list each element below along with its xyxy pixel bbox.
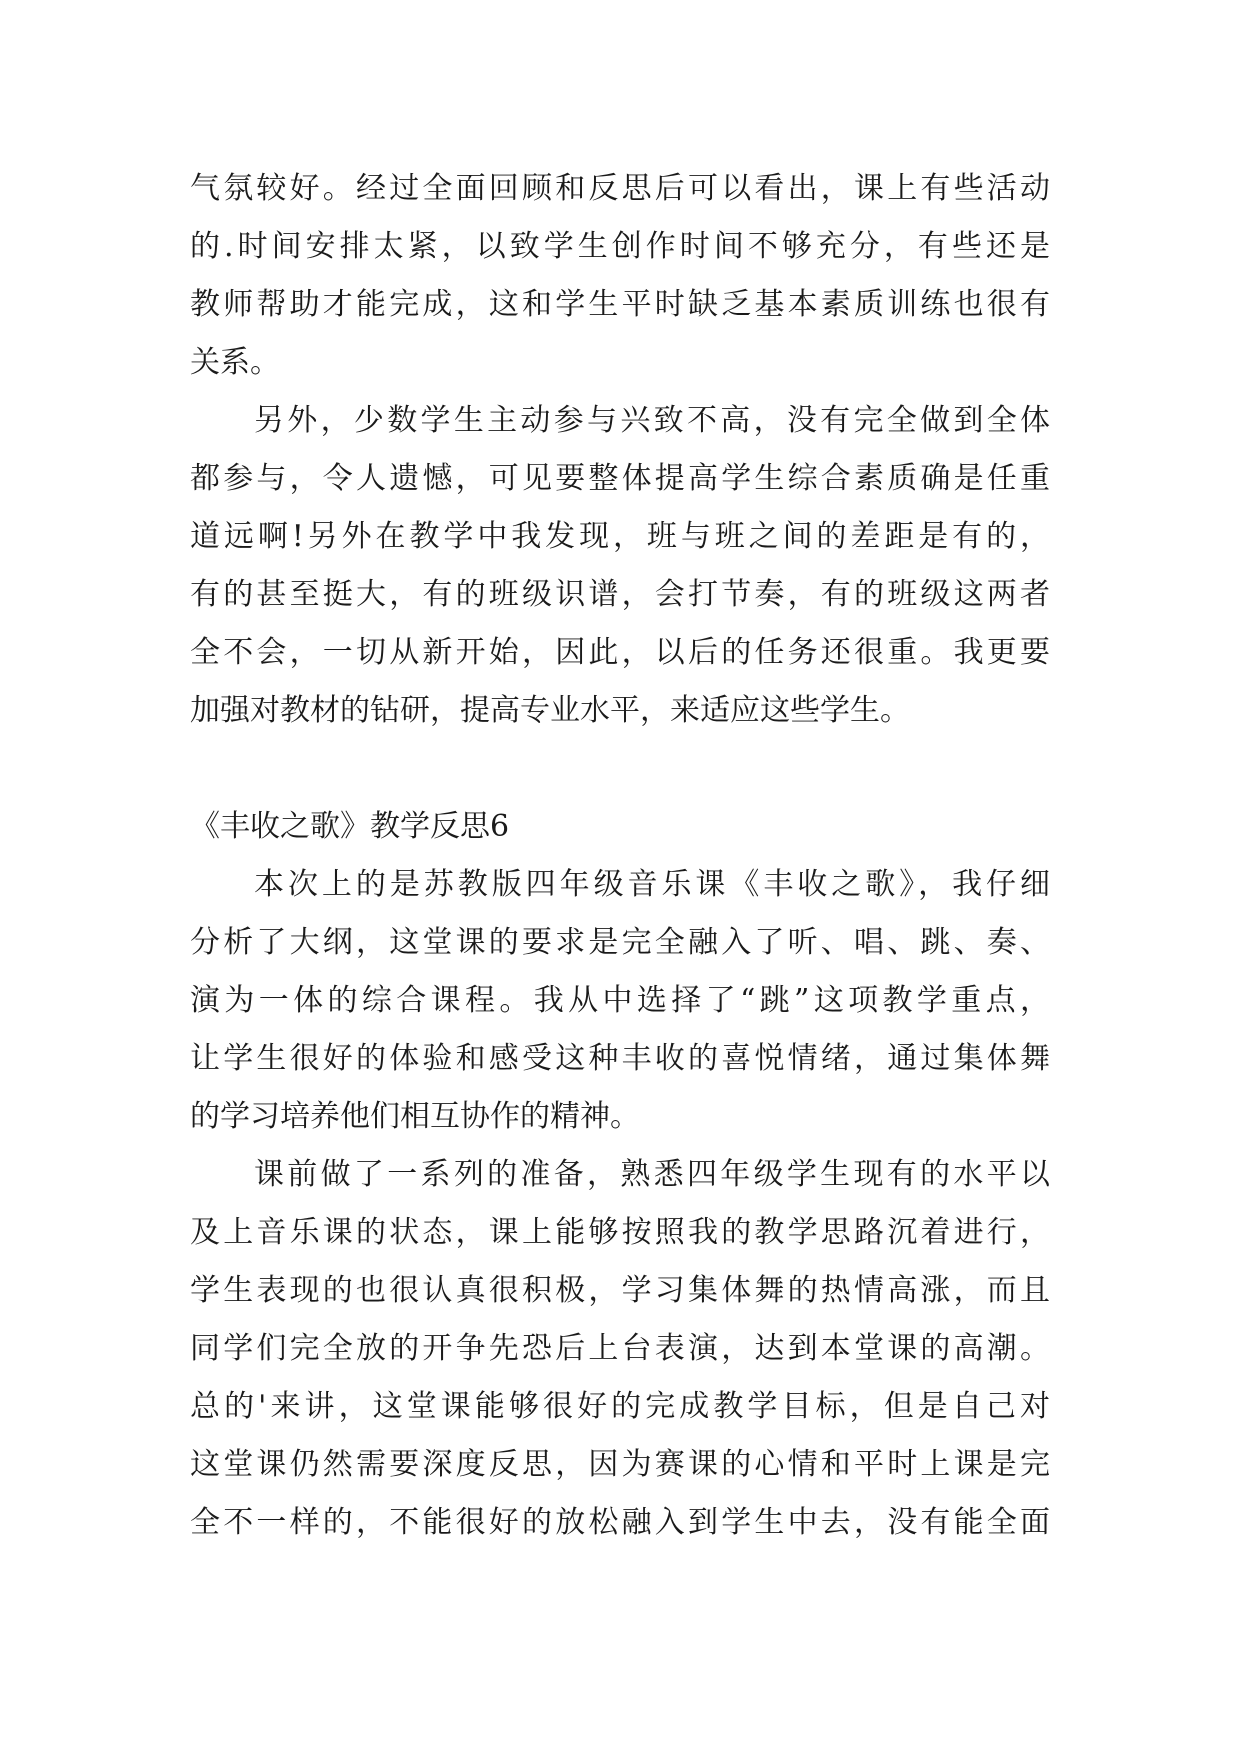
text-line: 道远啊!另外在教学中我发现，班与班之间的差距是有的，	[190, 519, 1050, 554]
text-line: 同学们完全放的开争先恐后上台表演，达到本堂课的高潮。	[190, 1331, 1050, 1366]
text-line: 及上音乐课的状态，课上能够按照我的教学思路沉着进行，	[190, 1215, 1050, 1250]
section-heading: 《丰收之歌》教学反思6	[190, 809, 510, 844]
text-line: 演为一体的综合课程。我从中选择了“跳”这项教学重点，	[190, 983, 1050, 1018]
text-line: 这堂课仍然需要深度反思，因为赛课的心情和平时上课是完	[190, 1447, 1050, 1482]
text-line: 全不会，一切从新开始，因此，以后的任务还很重。我更要	[190, 635, 1050, 670]
document-body	[190, 160, 1050, 1552]
text-line: 全不一样的，不能很好的放松融入到学生中去，没有能全面	[190, 1505, 1050, 1540]
text-line: 分析了大纲，这堂课的要求是完全融入了听、唱、跳、奏、	[190, 925, 1050, 960]
paragraph-1	[190, 160, 1050, 392]
text-line: 的学习培养他们相互协作的精神。	[190, 1099, 640, 1134]
text-line: 总的'来讲，这堂课能够很好的完成教学目标，但是自己对	[190, 1389, 1050, 1424]
paragraph-2	[190, 392, 1050, 740]
text-line: 课前做了一系列的准备，熟悉四年级学生现有的水平以	[254, 1157, 1050, 1192]
paragraph-4	[190, 1146, 1050, 1552]
text-line: 教师帮助才能完成，这和学生平时缺乏基本素质训练也很有	[190, 287, 1050, 322]
text-line: 有的甚至挺大，有的班级识谱，会打节奏，有的班级这两者	[190, 577, 1050, 612]
text-line: 的.时间安排太紧，以致学生创作时间不够充分，有些还是	[190, 229, 1050, 264]
text-line: 关系。	[190, 345, 280, 380]
text-line: 加强对教材的钻研，提高专业水平，来适应这些学生。	[190, 693, 910, 728]
text-line: 让学生很好的体验和感受这种丰收的喜悦情绪，通过集体舞	[190, 1041, 1050, 1076]
text-line: 本次上的是苏教版四年级音乐课《丰收之歌》，我仔细	[254, 867, 1050, 902]
text-line: 都参与，令人遗憾，可见要整体提高学生综合素质确是任重	[190, 461, 1050, 496]
text-line: 另外，少数学生主动参与兴致不高，没有完全做到全体	[254, 403, 1050, 438]
text-line: 气氛较好。经过全面回顾和反思后可以看出，课上有些活动	[190, 171, 1050, 206]
text-line: 学生表现的也很认真很积极，学习集体舞的热情高涨，而且	[190, 1273, 1050, 1308]
paragraph-3	[190, 856, 1050, 1146]
